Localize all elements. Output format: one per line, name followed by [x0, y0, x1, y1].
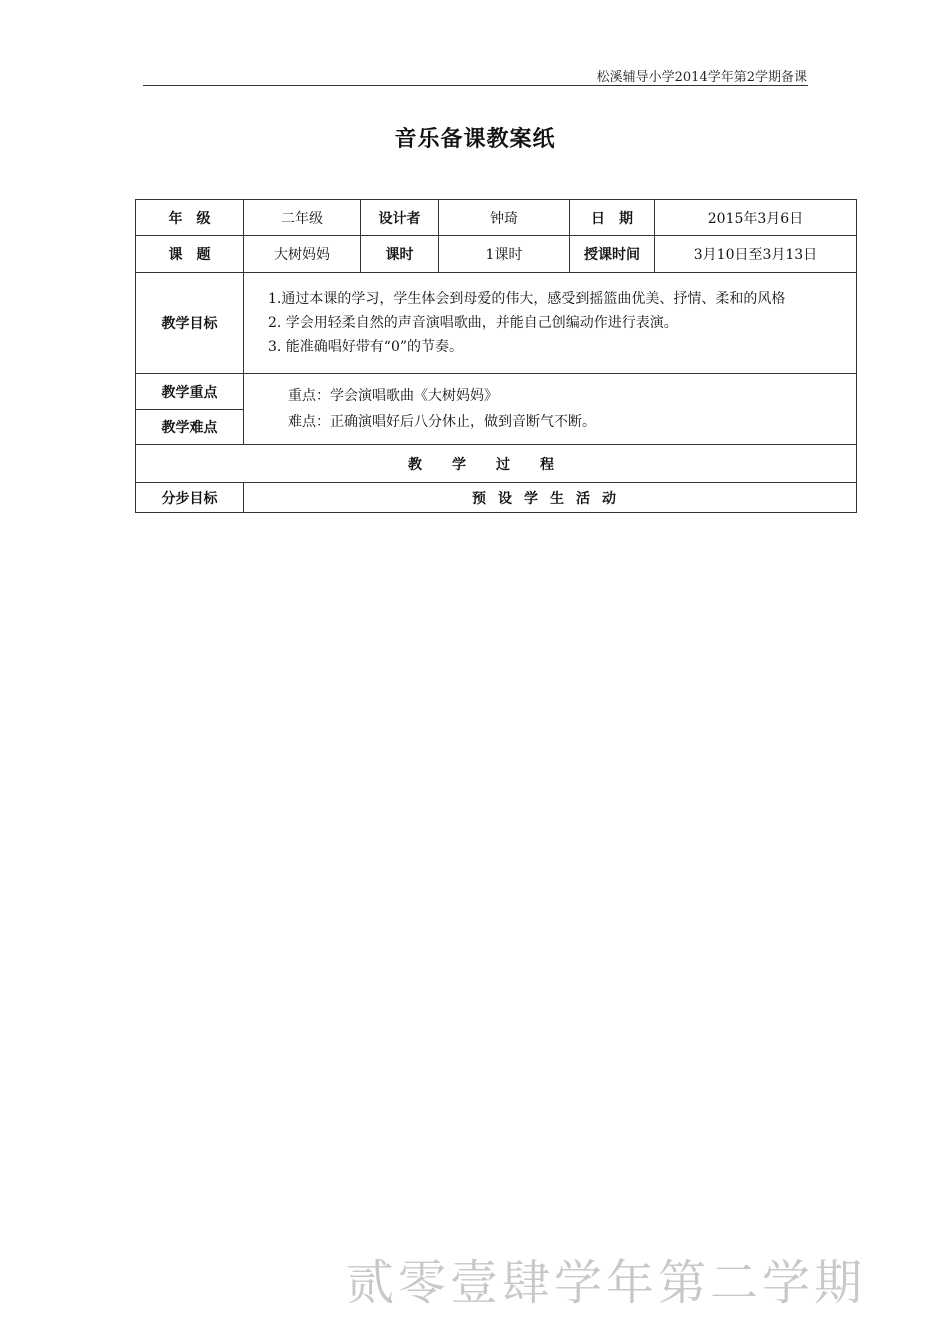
table-row-grade	[136, 200, 857, 236]
step-goal-label: 分步目标	[136, 483, 244, 513]
goals-cell	[244, 273, 857, 374]
grade-value: 二年级	[244, 200, 361, 236]
topic-label: 课 题	[136, 236, 244, 273]
key-point-text: 重点：学会演唱歌曲《大树妈妈》	[288, 388, 498, 404]
period-label: 课时	[361, 236, 439, 273]
goal-item: 1.通过本课的学习，学生体会到母爱的伟大，感受到摇篮曲优美、抒情、柔和的风格	[268, 291, 786, 307]
date-value: 2015年3月6日	[655, 200, 857, 236]
teach-time-label: 授课时间	[570, 236, 655, 273]
table-row-key-points	[136, 374, 857, 410]
table-row-goals	[136, 273, 857, 374]
period-value: 1课时	[439, 236, 570, 273]
designer-value: 钟琦	[439, 200, 570, 236]
goal-item: 2. 学会用轻柔自然的声音演唱歌曲，并能自己创编动作进行表演。	[268, 315, 678, 331]
teach-time-value: 3月10日至3月13日	[655, 236, 857, 273]
table-row-topic	[136, 236, 857, 273]
goal-item: 3. 能准确唱好带有“0”的节奏。	[268, 339, 464, 355]
header-text: 松溪辅导小学2014学年第2学期备课	[596, 70, 807, 85]
activity-label: 预设学生活动	[244, 483, 857, 513]
watermark: 贰零壹肆学年第二学期	[346, 1255, 867, 1311]
grade-label: 年 级	[136, 200, 244, 236]
date-label: 日 期	[570, 200, 655, 236]
key-points-label: 教学重点	[136, 374, 244, 410]
key-difficulty-cell	[244, 374, 857, 445]
designer-label: 设计者	[361, 200, 439, 236]
table-row-process	[136, 445, 857, 483]
table-row-step-header	[136, 483, 857, 513]
goals-label: 教学目标	[136, 273, 244, 374]
header-rule	[143, 85, 808, 86]
topic-value: 大树妈妈	[244, 236, 361, 273]
difficulty-label: 教学难点	[136, 410, 244, 445]
lesson-plan-table	[135, 199, 857, 513]
document-title: 音乐备课教案纸	[394, 126, 556, 152]
process-heading: 教学过程	[136, 445, 857, 483]
difficulty-text: 难点：正确演唱好后八分休止，做到音断气不断。	[288, 414, 596, 430]
